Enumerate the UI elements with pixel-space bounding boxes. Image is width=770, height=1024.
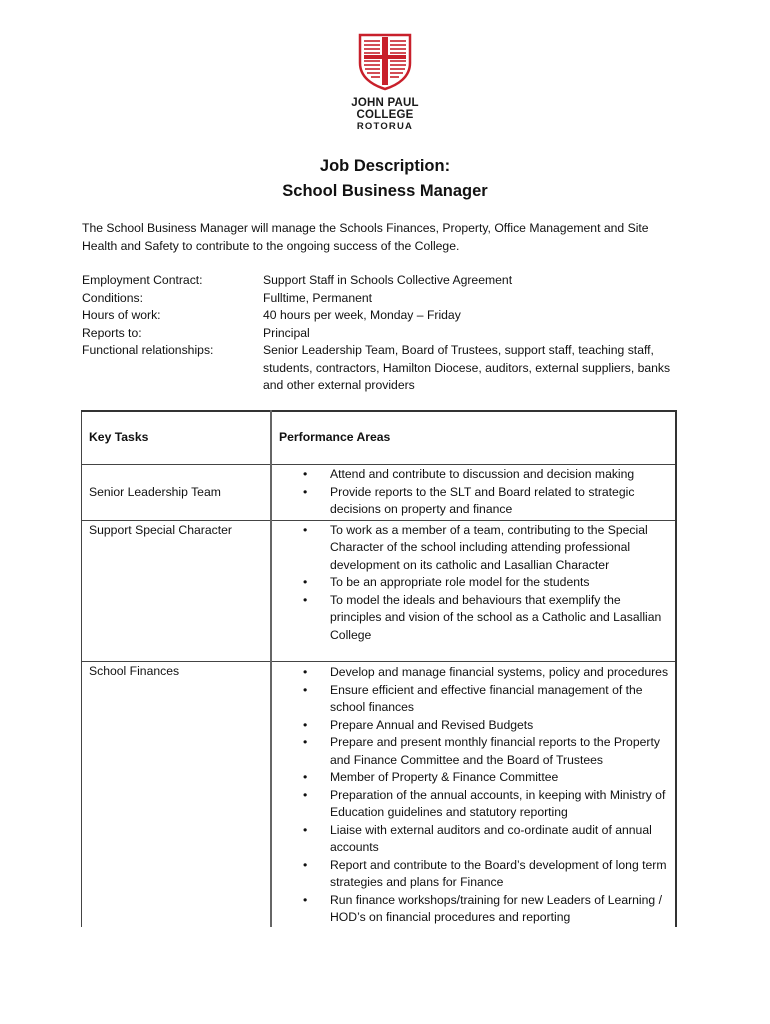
detail-value: Principal [263,325,310,340]
detail-value: Support Staff in Schools Collective Agreement [263,273,513,287]
list-item: • Prepare and present monthly financial reports to the Property and Finance Committee and the Board of Trustees [303,734,669,769]
task-cell [82,465,272,521]
college-logo [340,33,430,133]
task-name: Senior Leadership Team [89,485,221,499]
detail-row [82,325,682,343]
employment-details [82,272,682,395]
detail-row [82,342,682,395]
detail-row [82,290,682,308]
logo-line-3: ROTORUA [356,121,414,132]
task-name: School Finances [89,664,180,678]
performance-list [279,522,669,645]
detail-label: Hours of work: [82,308,161,322]
list-item: • Attend and contribute to discussion and decision making [303,466,669,484]
table-row [82,465,677,521]
list-item: • Prepare Annual and Revised Budgets [303,717,669,735]
list-item: • Run finance workshops/training for new Leaders of Learning / HOD’s on financial procedures and reporting [303,892,669,927]
document-title [0,154,770,204]
list-item: • To model the ideals and behaviours that exemplify the principles and vision of the school as a Catholic and Lasallian College [303,592,669,645]
list-item: • Provide reports to the SLT and Board related to strategic decisions on property and finance [303,484,669,519]
title-line-1: Job Description: [319,157,451,175]
logo-line-1: JOHN PAUL [351,97,419,109]
detail-value: Senior Leadership Team, Board of Trustees, support staff, teaching staff, students, contractors, Hamilton Diocese, auditors, external suppliers, banks and other external providers [263,343,671,392]
college-crest-icon [358,33,412,91]
logo-line-2: COLLEGE [356,109,414,121]
list-item: • Preparation of the annual accounts, in keeping with Ministry of Education guidelines and statutory reporting [303,787,669,822]
list-item: • Report and contribute to the Board’s development of long term strategies and plans for Finance [303,857,669,892]
detail-value: Fulltime, Permanent [263,290,373,305]
performance-cell [271,520,676,662]
list-item: • To work as a member of a team, contributing to the Special Character of the school including attending professional development on its catholic and Lasallian Character [303,522,669,575]
detail-row [82,307,682,325]
performance-cell [271,465,676,521]
list-item: • Develop and manage financial systems, policy and procedures [303,664,669,682]
detail-value: 40 hours per week, Monday – Friday [263,308,461,322]
intro-paragraph: The School Business Manager will manage the Schools Finances, Property, Office Management and Site Health and Safety to contribute to the ongoing success of the College. [82,221,649,253]
performance-list [279,466,669,519]
performance-list [279,664,669,927]
list-item: • Ensure efficient and effective financial management of the school finances [303,682,669,717]
list-item: • To be an appropriate role model for the students [303,574,669,592]
table-header-row [82,411,677,465]
list-item: • Member of Property & Finance Committee [303,769,669,787]
detail-label: Functional relationships: [82,343,214,357]
detail-label: Reports to: [82,325,142,340]
detail-label: Conditions: [82,290,143,305]
task-name: Support Special Character [89,522,232,537]
header-key-tasks: Key Tasks [82,411,272,465]
header-performance-areas: Performance Areas [271,411,676,465]
title-line-2: School Business Manager [282,182,488,200]
performance-cell [271,662,676,927]
detail-row [82,272,682,290]
task-cell [82,662,272,927]
list-item: • Liaise with external auditors and co-ordinate audit of annual accounts [303,822,669,857]
table-row [82,520,677,662]
key-tasks-table [81,410,677,927]
detail-label: Employment Contract: [82,273,203,287]
table-row [82,662,677,927]
task-cell [82,520,272,662]
